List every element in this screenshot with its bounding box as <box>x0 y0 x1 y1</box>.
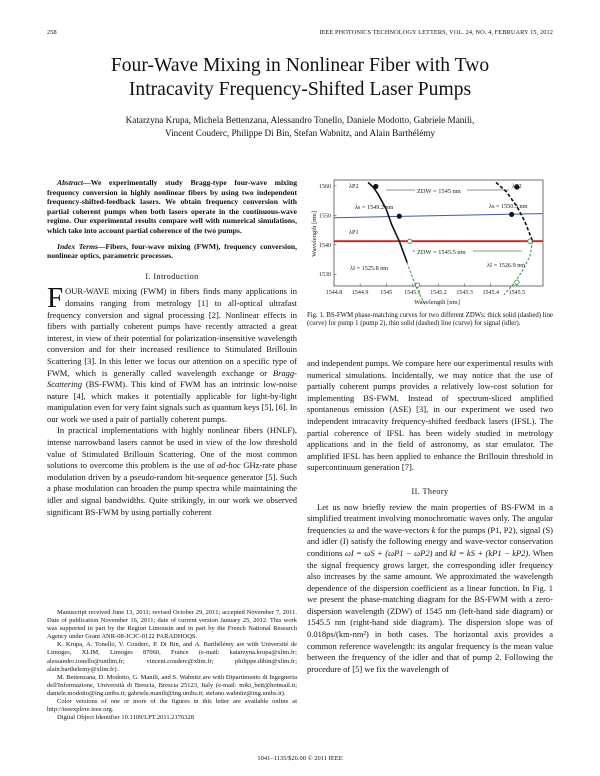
left-column <box>47 178 297 518</box>
authors-line-2: Vincent Couderc, Philippe Di Bin, Stefan Wabnitz, and Alain Barthélémy <box>164 128 436 138</box>
abstract-text: We experimentally study Bragg-type four-wave mixing frequency conversion in highly nonlinear fibers by using two independent frequency-shifted-feedback lasers. We obtain frequency conversion with partial coherent pumps when both lasers operate in the continuous-wave regime. Our experimental results compare well with numerical simulations, which take into account partial coherence of the two pumps. <box>47 178 297 235</box>
theory-heading: II. Theory <box>411 486 449 496</box>
y-tick-label: 1550 <box>319 213 331 220</box>
footer-copyright: 1041–1135/$26.00 © 2011 IEEE <box>257 755 343 762</box>
intro-p2-lead: In practical implementations with highly nonlinear fibers (HNLF), intense narrowband lasers cannot be used in view of the low threshold value of Stimulated Brillouin Scattering. One of the most common solutions to overcome this problem is the use of <box>47 425 297 471</box>
theory-paragraph-1 <box>307 502 553 676</box>
theory-k: k <box>431 524 436 535</box>
theory-f: and <box>432 547 450 558</box>
label-lambda-s-left: λs = 1549.2 nm <box>355 204 394 211</box>
intro-heading: I. Introduction <box>145 271 199 281</box>
paper-title <box>40 54 560 102</box>
data-point <box>397 214 401 218</box>
data-point <box>509 212 513 216</box>
footnote-doi: Digital Object Identifier 10.1109/LPT.2011.2176328 <box>57 714 194 722</box>
equation-wavevector: kI = kS + (kP1 − kP2) <box>449 547 529 558</box>
data-point <box>528 239 532 243</box>
label-zdw-1545: ZDW = 1545 nm <box>417 188 461 195</box>
dropcap: F <box>47 282 64 315</box>
data-point <box>374 184 378 188</box>
intro-paragraph-1 <box>47 282 297 425</box>
phase-matching-chart <box>307 176 553 306</box>
x-tick-label: 1544.9 <box>351 290 369 296</box>
abstract <box>47 178 297 236</box>
x-tick-label: 1545.5 <box>508 290 526 296</box>
title-line-1: Four-Wave Mixing in Nonlinear Fiber with Two <box>110 55 490 76</box>
intro-paragraph-2 <box>47 425 297 518</box>
right-column <box>307 358 553 675</box>
index-terms <box>47 242 297 261</box>
plot-area <box>319 180 543 306</box>
right-paragraph-1: and independent pumps. We compare here our experimental results with numerical simulations. Incidentally, we may notice that the use of partially coherent pumps provides a relatively low-cost solution for implementing BS-FWM. Instead of spectrum-sliced amplified spontaneous emission (ASE) [3], in our experiment we used two independent intracavity frequency-shifted feedback lasers (IFSL). The partial coherence of IFSL has been widely studied in metrology applications and in the field of astronomy, as star emulator. The amplified IFSL has been applied to enhance the Brillouin threshold in supercontinuum generation [7]. <box>307 358 553 473</box>
y-axis-label: Wavelength [nm] <box>311 211 318 257</box>
theory-omega: ω <box>348 524 355 535</box>
intro-p2-em: ad-hoc <box>217 460 241 471</box>
x-tick-label: 1544.8 <box>325 290 343 296</box>
intro-p1-em: Bragg-Scattering <box>47 367 297 390</box>
theory-e: for the pumps (P1, P2), signal (S) and idler (I) satisfy the following energy and wave-vector conservation conditions <box>307 524 554 558</box>
journal-header: IEEE PHOTONICS TECHNOLOGY LETTERS, VOL. 24, NO. 4, FEBRUARY 15, 2012 <box>319 29 553 36</box>
data-point <box>408 239 412 243</box>
label-lambda-s-right: λs = 1550.3 nm <box>489 203 528 210</box>
label-zdw-1545-5: ZDW = 1545.5 nm <box>417 249 466 256</box>
intro-p1-lead: OUR-WAVE mixing (FWM) in fibers finds many applications in domains ranging from metrology [1] to all-optical ultrafast frequency conversion and signal processing [2]. Nonlinear effects in fibers with partially coherent pumps have recently attracted a great interest, in view of their potential for polarization-insensitive wavelength conversion and for their increased resilience to Stimulated Brillouin Scattering [3]. In this letter we focus our attention on a specific type of FWM, which is generally called wavelength exchange or <box>47 286 297 378</box>
figure-caption: Fig. 1. BS-FWM phase-matching curves for two different ZDWs: thick solid (dashed) line (curve) for pump 1 (pump 2), thin solid (dashed) line (curve) for signal (idler). <box>307 312 553 328</box>
footnote-manuscript: Manuscript received June 13, 2011; revised October 29, 2011; accepted November 7, 2011. Date of publication November 16, 2011; date of current version January 25, 2012. This work was supported in part by the Region Limousin and in part by the French National Research Agency under Grant ANR-08-JCJC-0122 PARADHOQS. <box>47 609 297 641</box>
footnote-color: Color versions of one or more of the figures in this letter are available online at http://ieeexplore.ieee.org. <box>47 698 297 714</box>
equation-energy: ωI = ωS + (ωP1 − ωP2) <box>344 547 433 558</box>
footnote-brescia: M. Bettenzana, D. Modotto, G. Manili, and S. Wabnitz are with Dipartimento di Ingegneria dell'Informazione, Università di Brescia, Brescia 25123, Italy (e-mail: miki_bett@hotmail.it; daniele.modotto@ing.unibs.it; gabriele.manili@ing.unibs.it; stefano.wabnitz@ing.unibs.it). <box>47 673 297 697</box>
data-point <box>515 280 519 284</box>
x-tick-label: 1545.4 <box>482 290 499 296</box>
author-list <box>40 114 560 140</box>
x-tick-label: 1545 <box>380 290 393 296</box>
theory-a: Let us now briefly review the main properties of BS-FWM in a simplified treatment involving monochromatic waves only. The angular frequencies <box>307 501 553 535</box>
page-number: 258 <box>47 29 57 36</box>
index-terms-text: Fibers, four-wave mixing (FWM), frequency conversion, nonlinear optics, parametric processes. <box>47 241 297 261</box>
footnote-limoges: K. Krupa, A. Tonello, V. Couderc, P. Di Bin, and A. Barthélémy are with Université de Limoges, XLIM, Limoges 87060, France (e-mail: katarzyna.krupa@xlim.fr; alessandro.tonello@unilim.fr; vincent.couderc@xlim.fr; philippe.dibin@xlim.fr; alain.barthelemy@xlim.fr). <box>47 641 297 673</box>
index-terms-label: Index Terms— <box>57 241 106 251</box>
label-lambda-i-left: λI = 1525.8 nm <box>350 265 389 272</box>
theory-g: . When the signal frequency grows larger, the corresponding idler frequency also increases by the same amount. We approximated the wavelength dependence of the dispersion coefficient as a linear function. In Fig. 1 we present the phase-matching diagram for the BS-FWM with a zero-dispersion wavelength (ZDW) of 1545 nm (left-hand side diagram) or 1545.5 nm (right-hand side diagram). The dispersion slope was of 0.018ps/(km-nm²) in both cases. The horizontal axis provides a common reference wavelength: its angular frequency is the mean value between the frequency of the idler and that of pump 2. Following the procedure of [5] we fix the wavelength of <box>307 547 553 674</box>
y-tick-label: 1540 <box>319 242 331 249</box>
theory-c: and the wave-vectors <box>354 524 432 535</box>
abstract-label: Abstract— <box>57 178 91 187</box>
intro-p1-tail: (BS-FWM). This kind of FWM has an intrinsic low-noise nature [4], which makes it potentially applicable for light-by-light manipulation even for very faint signals such as quantum keys [5], [6]. In our work we used a pair of partially coherent pumps. <box>47 379 297 424</box>
label-lambda-p2-right: λP2 <box>512 183 522 190</box>
figure-1 <box>307 176 553 306</box>
x-tick-label: 1545.3 <box>456 290 473 296</box>
label-lambda-p1: λP1 <box>349 229 359 236</box>
label-lambda-i-right: λI = 1526.9 nm <box>487 262 526 269</box>
title-line-2: Intracavity Frequency-Shifted Laser Pumps <box>128 79 472 100</box>
authors-line-1: Katarzyna Krupa, Michela Bettenzana, Alessandro Tonello, Daniele Modotto, Gabriele Manili, <box>125 115 475 125</box>
y-tick-label: 1530 <box>319 272 331 279</box>
x-tick-label: 1545.1 <box>404 290 421 296</box>
y-tick-label: 1560 <box>319 183 331 190</box>
series-line <box>496 182 533 241</box>
footnotes <box>47 609 297 722</box>
label-lambda-p2-left: λP2 <box>349 183 359 190</box>
intro-p2-tail: GHz-rate phase modulation driven by a pseudo-random bit-sequence generator [5]. Such a phase modulation can broaden the pump spectra while maintaining the idler and signal bandwidths. Quite strikingly, in our work we observed significant BS-FWM by using partially coherent <box>47 460 297 517</box>
data-point <box>415 283 419 287</box>
x-axis-label: Wavelength [nm] <box>414 299 460 306</box>
series-line <box>368 182 407 262</box>
x-tick-label: 1545.2 <box>430 290 447 296</box>
